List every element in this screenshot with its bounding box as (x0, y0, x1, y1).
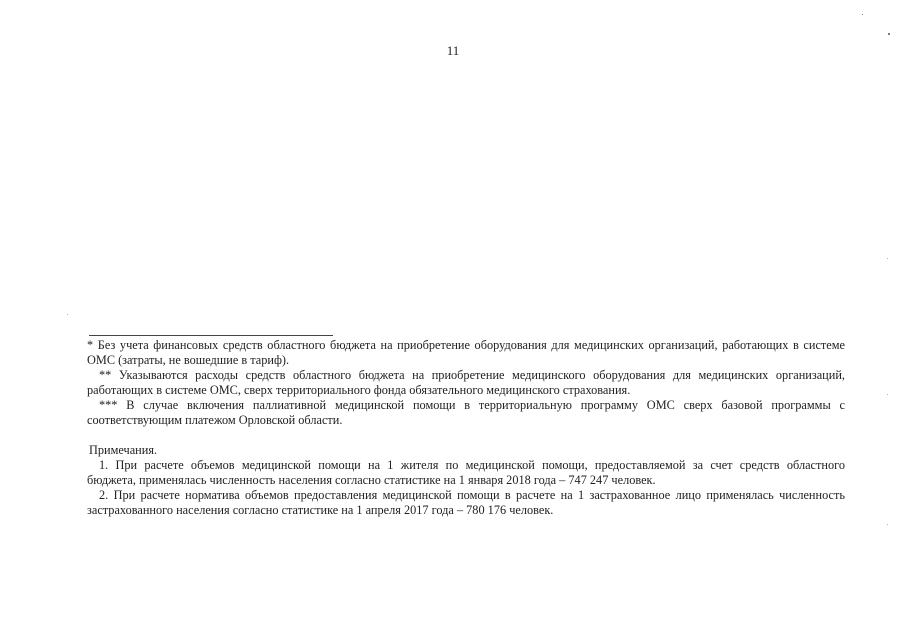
footnote-item (87, 398, 845, 428)
scan-speck (862, 14, 863, 15)
footnote-text: Указываются расходы средств областного бюджета на приобретение медицинского оборудования для медицинских организаций, работающих в системе ОМС, сверх территориального фонда обязательного медицинского страхования. (87, 368, 845, 397)
footnote-marker: ** (99, 368, 112, 382)
footnote-separator (89, 335, 333, 336)
notes-heading: Примечания. (89, 443, 158, 457)
notes-section (89, 443, 845, 518)
footnote-marker: * (87, 338, 94, 352)
scan-speck (67, 314, 68, 315)
footnote-item (87, 368, 845, 398)
footnotes-section (89, 338, 845, 428)
footnote-text: Без учета финансовых средств областного бюджета на приобретение оборудования для медицинских организаций, работающих в системе ОМС (затраты, не вошедшие в тариф). (87, 338, 846, 367)
footnote-marker: *** (99, 398, 118, 412)
scan-speck (887, 258, 888, 259)
note-text: При расчете объемов медицинской помощи на 1 жителя по медицинской помощи, предоставляемой за счет средств областного бюджета, применялась численность населения согласно статистике на 1 января 2018 года – 747 247 человек. (87, 458, 845, 487)
note-text: При расчете норматива объемов предоставления медицинской помощи в расчете на 1 застрахованное лицо применялась численность застрахованного населения согласно статистике на 1 апреля 2017 года – 780 176 человек. (87, 488, 845, 517)
scan-speck (888, 33, 890, 35)
note-item (87, 488, 845, 518)
note-item (87, 458, 845, 488)
footnote-item (87, 338, 845, 368)
scan-speck (887, 524, 888, 525)
scan-speck (887, 394, 888, 395)
note-number: 1. (99, 458, 109, 472)
footnote-text: В случае включения паллиативной медицинской помощи в территориальную программу ОМС сверх базовой программы с соответствующим платежом Орловской области. (87, 398, 845, 427)
page-number: 11 (446, 43, 460, 58)
note-number: 2. (99, 488, 109, 502)
